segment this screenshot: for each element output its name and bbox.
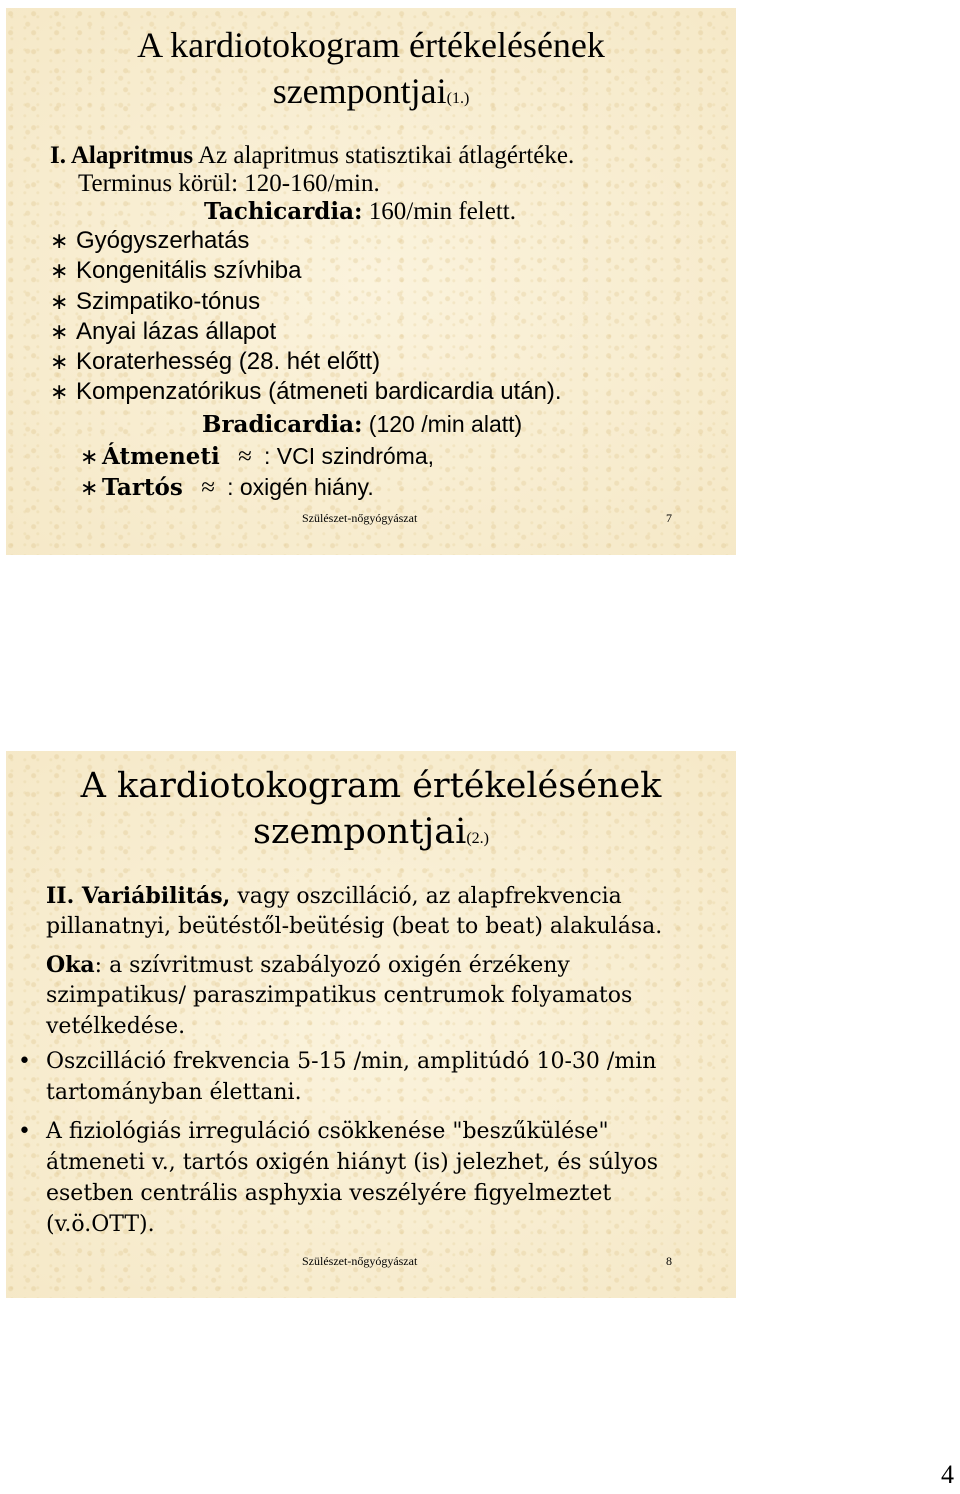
bradycardia-line [202, 409, 522, 440]
cause-item [50, 317, 276, 347]
title-line-2-wrap [6, 809, 736, 862]
variability-heading [46, 881, 622, 912]
title-suffix: (2.) [466, 830, 489, 847]
tachycardia-label: Tachicardia: [204, 198, 363, 225]
title-line-2: szempontjai [272, 71, 447, 111]
asterisk-bullet-icon: ∗ [80, 475, 99, 500]
bradycardia-text: (120 /min alatt) [368, 411, 523, 437]
title-line-1: A kardiotokogram értékelésének [80, 766, 662, 806]
asterisk-bullet-icon: ∗ [50, 319, 69, 344]
approx-icon: ≈ [201, 474, 215, 501]
title-line-2-wrap [6, 68, 736, 122]
bullet-item [18, 1047, 656, 1077]
bullet-text-line: átmeneti v., tartós oxigén hiányt (is) jelezhet, és súlyos [46, 1150, 658, 1175]
slide-title [6, 22, 736, 122]
cause-text-line: szimpatikus/ paraszimpatikus centrumok folyamatos [46, 983, 633, 1008]
permanent-label: Tartós [102, 474, 183, 501]
cause-text-line: vetélkedése. [46, 1014, 186, 1039]
cause-item [50, 287, 260, 317]
slide-number: 7 [666, 511, 672, 525]
bullet-text-line: esetben centrális asphyxia veszélyére figyelmeztet [46, 1181, 612, 1206]
section-text: vagy oszcilláció, az alapfrekvencia [237, 884, 622, 909]
title-line-2: szempontjai [253, 812, 467, 852]
asterisk-bullet-icon: ∗ [50, 258, 69, 283]
cause-text: Gyógyszerhatás [76, 227, 250, 254]
bullet-item [18, 1117, 609, 1147]
cause-item [50, 256, 301, 286]
cause-text: Kongenitális szívhiba [76, 257, 302, 284]
approx-icon: ≈ [238, 443, 252, 470]
cause-text: : a szívritmust szabályozó oxigén érzékeny [94, 953, 570, 978]
slide-7 [6, 8, 736, 555]
asterisk-bullet-icon: ∗ [50, 228, 69, 253]
asterisk-bullet-icon: ∗ [50, 289, 69, 314]
section-label: II. Variábilitás, [46, 883, 231, 909]
variability-text: pillanatnyi, beütéstől-beütésig (beat to beat) alakulása. [46, 914, 663, 939]
bradycardia-label: Bradicardia: [202, 411, 363, 438]
bullet-text: A fiziológiás irreguláció csökkenése "beszűkülése" [46, 1119, 609, 1144]
tachycardia-text: 160/min felett. [368, 198, 516, 225]
slide-number: 8 [666, 1254, 672, 1268]
bullet-text-line: tartományban élettani. [46, 1080, 302, 1105]
bullet-text: Oszcilláció frekvencia 5-15 /min, amplitúdó 10-30 /min [46, 1049, 657, 1074]
cause-text: Kompenzatórikus (átmeneti bardicardia után). [76, 378, 562, 405]
cause-item [50, 377, 562, 407]
transient-line [80, 441, 434, 472]
slide-8 [6, 751, 736, 1298]
title-suffix: (1.) [446, 90, 470, 107]
bullet-dot-icon: • [18, 1049, 31, 1074]
normal-range: Terminus körül: 120-160/min. [78, 170, 380, 197]
title-line-1: A kardiotokogram értékelésének [137, 25, 605, 65]
section-text: Az alapritmus statisztikai átlagértéke. [197, 142, 575, 169]
section-label: I. Alapritmus [50, 142, 194, 169]
asterisk-bullet-icon: ∗ [50, 379, 69, 404]
document-page-number: 4 [941, 1460, 954, 1489]
asterisk-bullet-icon: ∗ [80, 444, 99, 469]
transient-text: : VCI szindróma, [264, 443, 435, 469]
permanent-line [80, 472, 374, 503]
cause-paragraph [46, 950, 570, 981]
bullet-dot-icon: • [18, 1119, 31, 1144]
asterisk-bullet-icon: ∗ [50, 349, 69, 374]
slide-footer: Szülészet-nőgyógyászat [302, 1254, 418, 1268]
cause-text: Szimpatiko-tónus [76, 288, 261, 315]
transient-label: Átmeneti [102, 443, 220, 470]
permanent-text: : oxigén hiány. [227, 474, 374, 500]
baseline-definition [50, 141, 574, 171]
cause-item [50, 226, 249, 256]
cause-text: Koraterhesség (28. hét előtt) [76, 348, 381, 375]
slide-title [6, 763, 736, 862]
cause-item [50, 347, 380, 377]
slide-footer: Szülészet-nőgyógyászat [302, 511, 418, 525]
tachycardia-line [204, 197, 516, 227]
bullet-text-line: (v.ö.OTT). [46, 1212, 155, 1237]
cause-label: Oka [46, 952, 95, 978]
cause-text: Anyai lázas állapot [76, 318, 277, 345]
